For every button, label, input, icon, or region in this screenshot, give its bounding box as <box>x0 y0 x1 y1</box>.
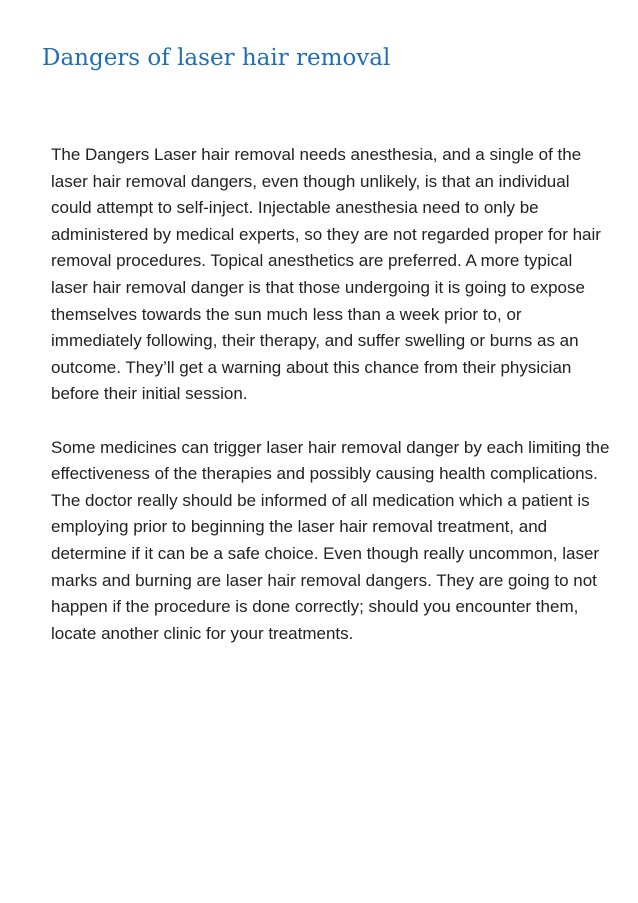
paragraph: Some medicines can trigger laser hair removal danger by each limiting the effectiveness of the therapies and possibly causing health complications. The doctor really should be informed of all medication which a patient is employing prior to beginning the laser hair removal treatment, and determine if it can be a safe choice. Even though really uncommon, laser marks and burning are laser hair removal dangers. They are going to not happen if the procedure is done correctly; should you encounter them, locate another clinic for your treatments. <box>51 437 610 643</box>
article-body <box>51 142 611 674</box>
page-title: Dangers of laser hair removal <box>42 45 391 71</box>
paragraph: The Dangers Laser hair removal needs anesthesia, and a single of the laser hair removal dangers, even though unlikely, is that an individual could attempt to self-inject. Injectable anesthesia need to only be administered by medical experts, so they are not regarded proper for hair removal procedures. Topical anesthetics are preferred. A more typical laser hair removal danger is that those undergoing it is going to expose themselves towards the sun much less than a week prior to, or immediately following, their therapy, and suffer swelling or burns as an outcome. They’ll get a warning about this chance from their physician before their initial session. <box>51 145 601 404</box>
